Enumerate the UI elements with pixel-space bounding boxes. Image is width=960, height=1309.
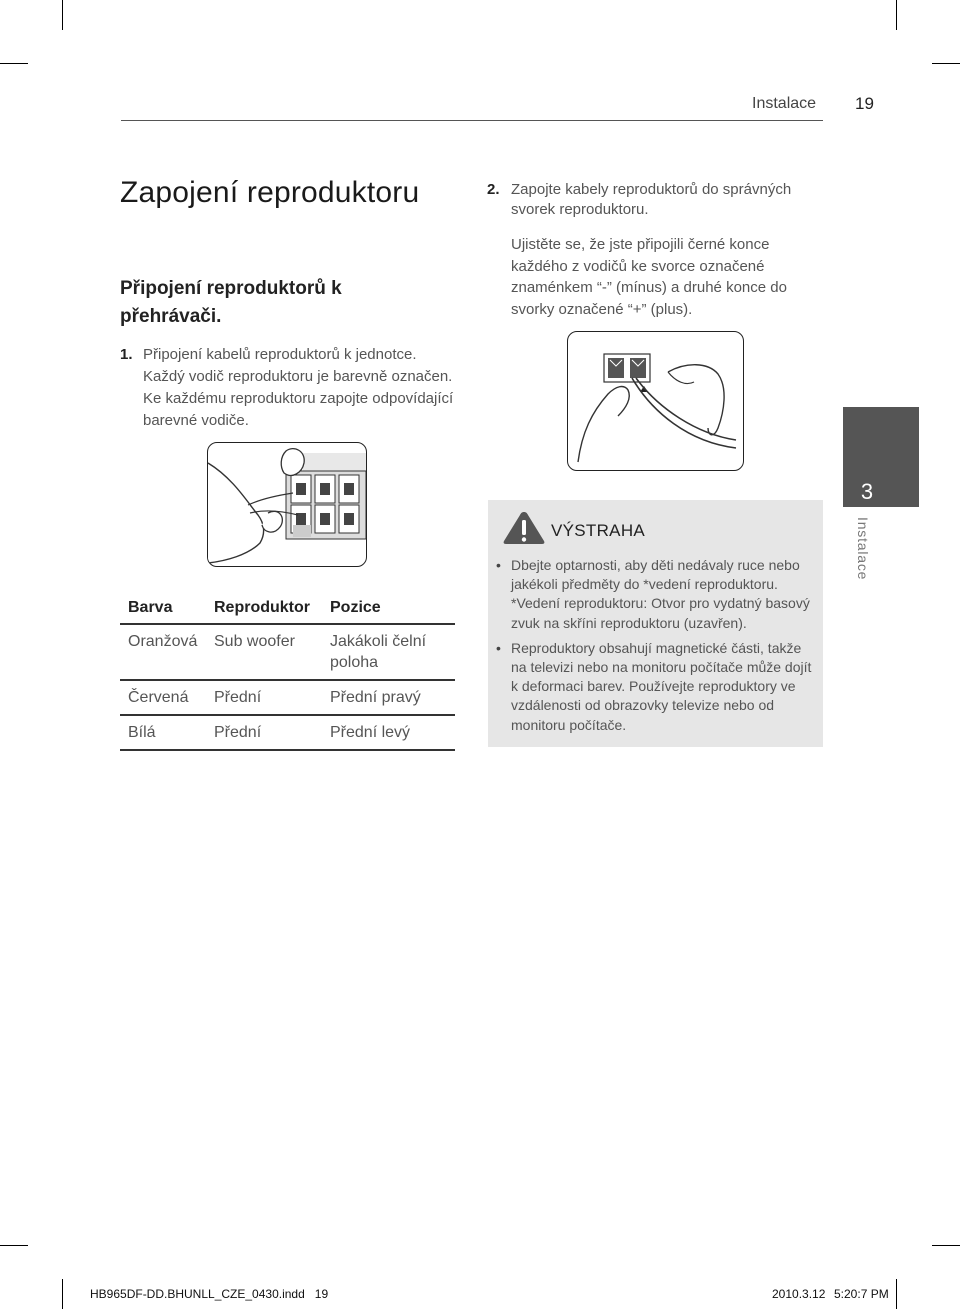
warning-icon — [502, 511, 546, 545]
crop-mark — [0, 1245, 28, 1246]
table-cell: Přední — [206, 680, 322, 715]
chapter-label-wrap — [855, 517, 875, 607]
crop-mark — [62, 1279, 63, 1309]
chapter-label: Instalace — [855, 517, 871, 581]
table-cell: Přední — [206, 715, 322, 750]
step-2-note: Ujistěte se, že jste připojili černé konce každého z vodičů ke svorce označené znaménkem “-” (mínus) a druhé konce do svorky označené “+” (plus). — [511, 236, 787, 318]
step-2 — [487, 180, 827, 220]
table-cell: Červená — [120, 680, 206, 715]
caution-item-text: Dbejte optarnosti, aby děti nedávaly ruce nebo jakékoli předměty do *vedení reproduktoru. *Vedení reproduktoru: Otvor pro vydatný basový zvuk na skříni reproduktoru (uzavřen). — [511, 557, 810, 631]
footer-date: 2010.3.12 — [772, 1287, 826, 1301]
table-row — [120, 624, 455, 680]
caution-item-text: Reproduktory obsahují magnetické části, takže na televizi nebo na monitoru počítače může dojít k deformaci barev. Používejte reproduktory ve vzdálenosti od obrazovky televize nebo od monitoru počítače. — [511, 639, 812, 733]
table-row — [120, 680, 455, 715]
bullet-icon: • — [496, 639, 501, 656]
list-item — [496, 556, 818, 633]
crop-mark — [896, 0, 897, 30]
crop-mark — [932, 1245, 960, 1246]
caution-title: VÝSTRAHA — [551, 521, 646, 540]
table-row — [120, 715, 455, 750]
crop-mark — [896, 1279, 897, 1309]
header-section-name: Instalace — [752, 95, 817, 112]
section-subtitle: Připojení reproduktorů k přehrávači. — [120, 278, 342, 327]
crop-mark — [0, 63, 28, 64]
table-cell: Bílá — [120, 715, 206, 750]
step-2-text: Zapojte kabely reproduktorů do správných svorek reproduktoru. — [511, 181, 792, 218]
step-1-number: 1. — [120, 346, 133, 363]
chapter-number: 3 — [860, 479, 874, 504]
caution-list — [496, 556, 818, 741]
step-2-number: 2. — [487, 181, 500, 198]
crop-mark — [62, 0, 63, 30]
unit-terminal-illustration — [207, 442, 367, 567]
footer-filename: HB965DF-DD.BHUNLL_CZE_0430.indd 19 — [90, 1287, 329, 1301]
table-header: Pozice — [322, 592, 455, 624]
page-title: Zapojení reproduktoru — [120, 176, 420, 209]
header-page-number: 19 — [855, 94, 874, 113]
speaker-terminal-illustration — [567, 331, 744, 471]
table-header: Barva — [120, 592, 206, 624]
bullet-icon: • — [496, 557, 501, 573]
table-cell: Oranžová — [120, 624, 206, 680]
unit-terminal-drawing — [208, 443, 367, 567]
step-1-text: Připojení kabelů reproduktorů k jednotce. Každý vodič reproduktoru je barevně označen. Ke každému reproduktoru zapojte odpovídající barevné vodiče. — [143, 346, 454, 429]
crop-mark — [932, 63, 960, 64]
table-header-row — [120, 592, 455, 624]
table-header: Reproduktor — [206, 592, 322, 624]
table-cell: Přední levý — [322, 715, 455, 750]
header-rule — [121, 120, 823, 121]
list-item — [496, 639, 818, 735]
footer-time: 5:20:7 PM — [834, 1287, 889, 1301]
speaker-terminal-drawing — [568, 332, 744, 471]
caution-header — [502, 511, 646, 551]
caution-box — [488, 500, 823, 747]
table-cell: Přední pravý — [322, 680, 455, 715]
step-1 — [120, 344, 460, 432]
table-cell: Sub woofer — [206, 624, 322, 680]
table-cell: Jakákoli čelní poloha — [322, 624, 455, 680]
wire-color-table — [120, 592, 455, 751]
